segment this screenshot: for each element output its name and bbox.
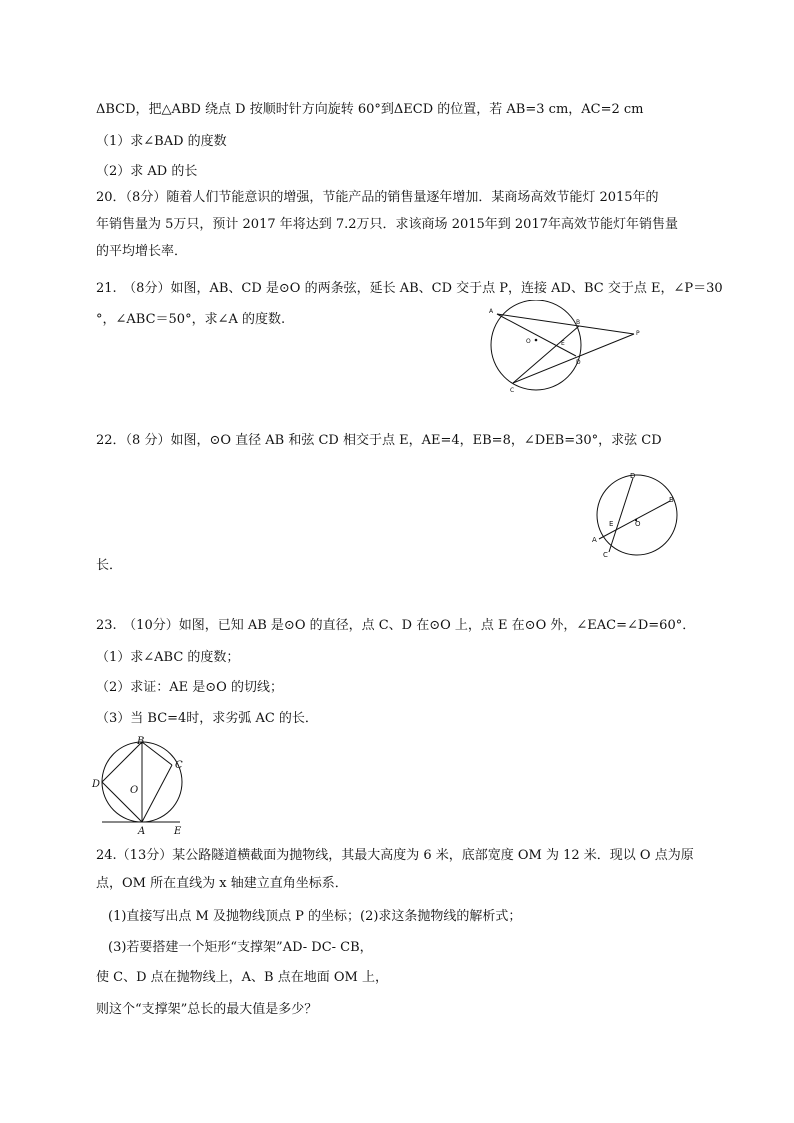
- q19-part-2: （2）求 AD 的长: [96, 164, 198, 179]
- q23-statement: 23. （10分）如图，已知 AB 是⊙O 的直径，点 C、D 在⊙O 上，点 E 在⊙O 外，∠EAC=∠D=60°．: [96, 618, 696, 633]
- q22-statement-line-1: 22．（8 分）如图，⊙O 直径 AB 和弦 CD 相交于点 E，AE=4，EB=8，∠DEB=30°，求弦 CD: [96, 433, 662, 448]
- q23-part-2: （2）求证：AE 是⊙O 的切线；: [96, 680, 283, 695]
- q22-statement-line-2: 长．: [96, 558, 123, 573]
- q24-statement-line-1: 24.（13分）某公路隧道横截面为抛物线，其最大高度为 6 米，底部宽度 OM 为 12 米．现以 O 点为原: [96, 848, 694, 863]
- q21-line-AP: [497, 314, 634, 334]
- q23-label-B: B: [137, 736, 145, 747]
- q24-part-3-line-1: (3)若要搭建一个矩形“支撑架”AD- DC- CB，: [108, 940, 373, 955]
- q21-label-O: O: [526, 338, 531, 345]
- q22-label-D: D: [630, 472, 636, 480]
- q22-label-O: O: [635, 520, 641, 528]
- q22-label-A: A: [592, 536, 597, 544]
- q21-label-B: B: [576, 319, 581, 326]
- q23-label-D: D: [92, 779, 101, 790]
- q23-part-3: （3）当 BC=4时，求劣弧 AC 的长．: [96, 711, 318, 726]
- q21-label-A: A: [489, 308, 494, 315]
- q23-label-E: E: [174, 826, 182, 837]
- q22-chord-CD: [609, 478, 633, 552]
- q24-part-3-line-3: 则这个“支撑架”总长的最大值是多少？: [96, 1002, 318, 1017]
- q21-statement-line-2: °，∠ABC＝50°，求∠A 的度数.: [96, 312, 286, 327]
- q21-circle: [491, 300, 581, 390]
- q21-line-AD: [497, 314, 576, 356]
- q21-line-CP: [513, 334, 634, 383]
- q23-figure: [90, 735, 200, 837]
- q21-label-P: P: [636, 330, 640, 337]
- q20-statement-line-1: 20．（8分）随着人们节能意识的增强，节能产品的销售量逐年增加．某商场高效节能灯 2015年的: [96, 190, 659, 205]
- q23-label-O: O: [130, 785, 139, 796]
- q23-label-A: A: [138, 826, 146, 837]
- q21-line-BC: [513, 326, 579, 383]
- q19-statement: ΔBCD，把△ABD 绕点 D 按顺时针方向旋转 60°到ΔECD 的位置，若 AB=3 cm，AC=2 cm: [96, 102, 644, 117]
- q24-part-3-line-2: 使 C、D 点在抛物线上，A、B 点在地面 OM 上，: [96, 970, 388, 985]
- q21-label-C: C: [510, 387, 515, 394]
- q21-label-E: E: [561, 340, 565, 347]
- q24-statement-line-2: 点，OM 所在直线为 x 轴建立直角坐标系．: [96, 876, 348, 891]
- q22-label-C: C: [603, 551, 608, 559]
- q22-label-B: B: [669, 496, 674, 504]
- q23-part-1: （1）求∠ABC 的度数；: [96, 650, 240, 665]
- q21-label-D: D: [576, 359, 581, 366]
- q23-segment-DB: [102, 742, 142, 782]
- q23-label-C: C: [175, 760, 183, 771]
- q22-figure: [585, 468, 695, 568]
- q21-statement-line-1: 21. （8分）如图，AB、CD 是⊙O 的两条弦，延长 AB、CD 交于点 P，连接 AD、BC 交于点 E，∠P＝30: [96, 281, 723, 296]
- q22-circle: [597, 475, 677, 555]
- q21-center-dot: [535, 339, 538, 342]
- q20-statement-line-3: 的平均增长率．: [96, 244, 188, 259]
- q24-part-1-2: (1)直接写出点 M 及抛物线顶点 P 的坐标；(2)求这条抛物线的解析式；: [108, 909, 522, 924]
- q21-figure: [480, 300, 650, 400]
- q22-label-E: E: [609, 520, 614, 528]
- q19-part-1: （1）求∠BAD 的度数: [96, 134, 227, 149]
- q20-statement-line-2: 年销售量为 5万只，预计 2017 年将达到 7.2万只．求该商场 2015年到 2017年高效节能灯年销售量: [96, 217, 678, 232]
